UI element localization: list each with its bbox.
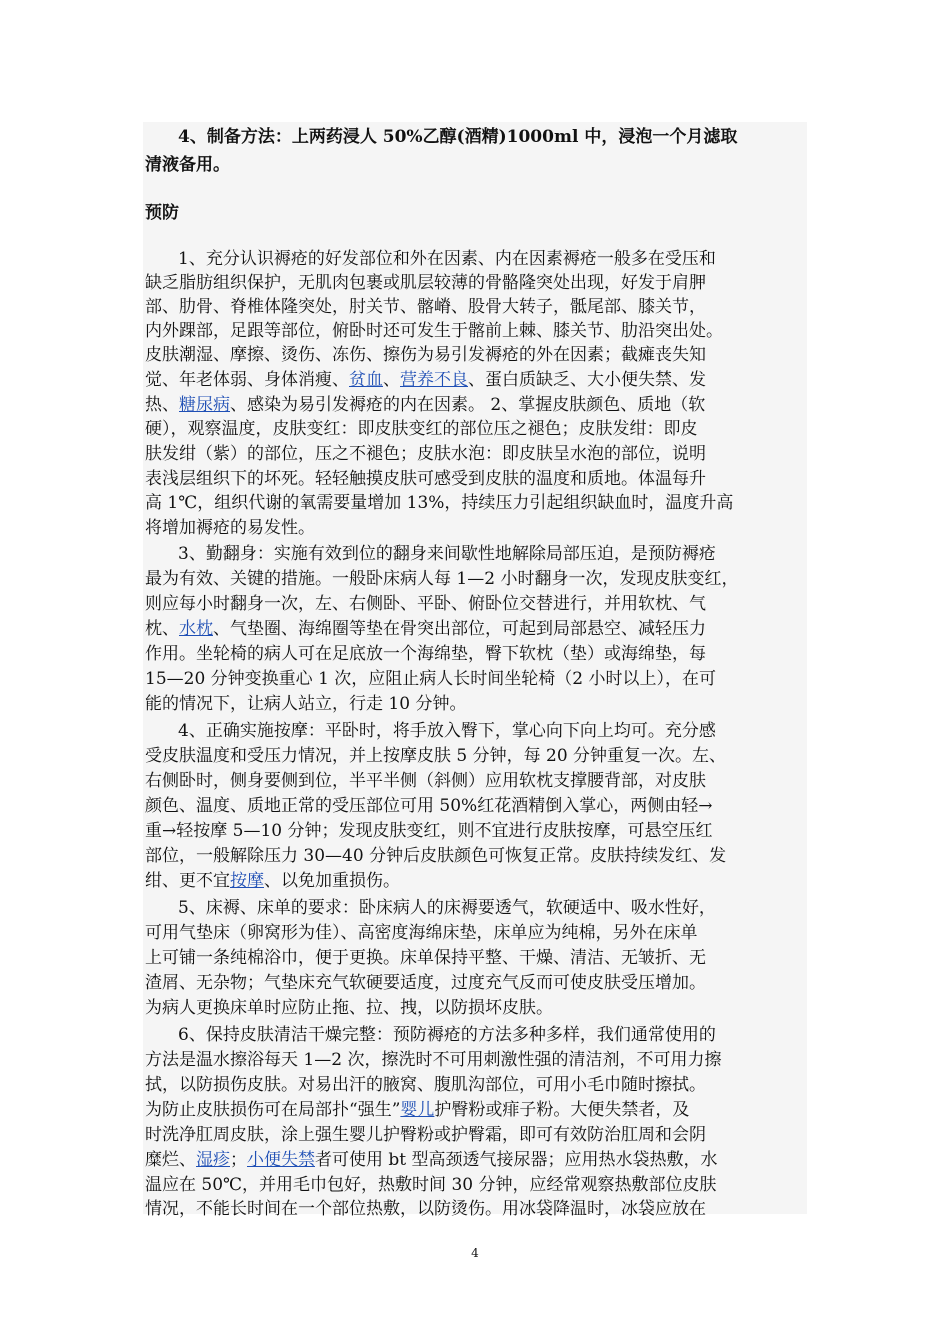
p5-line-2: 可用气垫床（卵窝形为佳）、高密度海绵床垫，床单应为纯棉，另外在床单: [145, 923, 698, 943]
link-water-pillow[interactable]: 水枕: [179, 619, 213, 639]
p1-line-3: 部、肋骨、脊椎体隆突处，肘关节、髂嵴、股骨大转子，骶尾部、膝关节，: [145, 297, 706, 317]
p5-line-4: 渣屑、无杂物；气垫床充气软硬要适度，过度充气反而可使皮肤受压增加。: [145, 973, 706, 993]
link-malnutrition[interactable]: 营养不良: [400, 370, 468, 390]
p1-line-2: 缺乏脂肪组织保护，无肌肉包裹或肌层较薄的骨骼隆突处出现，好发于肩胛: [145, 273, 706, 293]
p4-line-3: 右侧卧时，侧身要侧到位，半平半侧（斜侧）应用软枕支撑腰背部，对皮肤: [145, 771, 706, 791]
p4-line-1: 4、正确实施按摩：平卧时，将手放入臀下，掌心向下向上均可。充分感: [178, 721, 716, 741]
p3-line-4-text-b: 、气垫圈、海绵圈等垫在骨突出部位，可起到局部悬空、减轻压力: [213, 619, 706, 639]
p3-line-3: 则应每小时翻身一次，左、右侧卧、平卧、俯卧位交替进行，并用软枕、气: [145, 594, 706, 614]
p6-line-6-text-c: 者可使用 bt 型高颈透气接尿器；应用热水袋热敷，水: [315, 1150, 718, 1170]
p6-line-4-text-a: 为防止皮肤损伤可在局部扑“强生”: [145, 1100, 401, 1120]
p4-line-4: 颜色、温度、质地正常的受压部位可用 50%红花酒精倒入掌心，两侧由轻→: [145, 796, 713, 816]
p4-line-5: 重→轻按摩 5—10 分钟；发现皮肤变红，则不宜进行皮肤按摩，可悬空压红: [145, 821, 713, 841]
p6-line-4: [145, 1097, 813, 1123]
p1-line-9: 肤发绀（紫）的部位，压之不褪色；皮肤水泡：即皮肤呈水泡的部位，说明: [145, 444, 706, 464]
p1-line-7: [145, 392, 813, 418]
p1-line-1: 1、充分认识褥疮的好发部位和外在因素、内在因素褥疮一般多在受压和: [178, 249, 716, 269]
p3-line-5: 作用。坐轮椅的病人可在足底放一个海绵垫，臀下软枕（垫）或海绵垫，每: [145, 644, 706, 664]
p6-line-8: 情况，不能长时间在一个部位热敷，以防烫伤。用冰袋降温时，冰袋应放在: [145, 1199, 706, 1219]
method-line-2: 清液备用。: [145, 155, 230, 175]
p1-line-8: 硬），观察温度，皮肤变红：即皮肤变红的部位压之褪色；皮肤发绀：即皮: [145, 419, 698, 439]
p3-line-2: 最为有效、关键的措施。一般卧床病人每 1—2 小时翻身一次，发现皮肤变红，: [145, 569, 739, 589]
p6-line-5: 时洗净肛周皮肤，涂上强生婴儿护臀粉或护臀霜，即可有效防治肛周和会阴: [145, 1125, 706, 1145]
p1-line-6-text-c: 、蛋白质缺乏、大小便失禁、发: [468, 370, 706, 390]
p6-line-1: 6、保持皮肤清洁干燥完整：预防褥疮的方法多种多样，我们通常使用的: [178, 1025, 716, 1045]
p3-line-4: [145, 616, 813, 642]
p4-line-7-text-b: 、以免加重损伤。: [264, 871, 400, 891]
method-line-1: 4、制备方法：上两药浸人 50%乙醇(酒精)1000ml 中，浸泡一个月滤取: [178, 127, 738, 147]
link-baby[interactable]: 婴儿: [400, 1100, 435, 1120]
p6-line-7: 温应在 50℃，并用毛巾包好，热敷时间 30 分钟，应经常观察热敷部位皮肤: [145, 1175, 717, 1195]
p1-line-7-text-a: 热、: [145, 395, 179, 415]
link-eczema[interactable]: 湿疹: [196, 1150, 230, 1170]
p1-line-4: 内外踝部，足跟等部位，俯卧时还可发生于髂前上棘、膝关节、肋沿突出处。: [145, 321, 723, 341]
page-number: 4: [471, 1246, 479, 1260]
section-title: 预防: [145, 203, 179, 223]
p3-line-7: 能的情况下，让病人站立，行走 10 分钟。: [145, 694, 467, 714]
p6-line-6-text-b: ；: [230, 1150, 247, 1170]
p5-line-3: 上可铺一条纯棉浴巾，便于更换。床单保持平整、干燥、清洁、无皱折、无: [145, 948, 706, 968]
p6-line-6: [145, 1147, 813, 1173]
p1-line-7-text-b: 、感染为易引发褥疮的内在因素。 2、掌握皮肤颜色、质地（软: [230, 395, 706, 415]
p3-line-6: 15—20 分钟变换重心 1 次，应阻止病人长时间坐轮椅（2 小时以上），在可: [145, 669, 717, 689]
link-urinary-incontinence[interactable]: 小便失禁: [247, 1150, 315, 1170]
p4-line-7: [145, 868, 813, 894]
p5-line-1: 5、床褥、床单的要求：卧床病人的床褥要透气，软硬适中、吸水性好，: [178, 898, 716, 918]
link-diabetes[interactable]: 糖尿病: [179, 395, 230, 415]
p6-line-3: 拭，以防损伤皮肤。对易出汗的腋窝、腹肌沟部位，可用小毛巾随时擦拭。: [145, 1075, 706, 1095]
p6-line-2: 方法是温水擦浴每天 1—2 次，擦洗时不可用刺激性强的清洁剂，不可用力擦: [145, 1050, 722, 1070]
link-anemia[interactable]: 贫血: [349, 370, 383, 390]
p6-line-6-text-a: 糜烂、: [145, 1150, 196, 1170]
link-massage[interactable]: 按摩: [230, 871, 264, 891]
p3-line-1: 3、勤翻身：实施有效到位的翻身来间歇性地解除局部压迫，是预防褥疮: [178, 544, 716, 564]
p1-line-6-text-a: 觉、年老体弱、身体消瘦、: [145, 370, 349, 390]
p4-line-7-text-a: 绀、更不宜: [145, 871, 230, 891]
p4-line-2: 受皮肤温度和受压力情况，并上按摩皮肤 5 分钟，每 20 分钟重复一次。左、: [145, 746, 727, 766]
p3-line-4-text-a: 枕、: [145, 619, 179, 639]
p6-line-4-text-b: 护臀粉或痱子粉。大便失禁者，及: [434, 1100, 690, 1120]
p1-line-5: 皮肤潮湿、摩擦、烫伤、冻伤、擦伤为易引发褥疮的外在因素；截瘫丧失知: [145, 345, 706, 365]
p4-line-6: 部位，一般解除压力 30—40 分钟后皮肤颜色可恢复正常。皮肤持续发红、发: [145, 846, 727, 866]
p1-line-11: 高 1℃，组织代谢的氧需要量增加 13%，持续压力引起组织缺血时，温度升高: [145, 493, 734, 513]
p5-line-5: 为病人更换床单时应防止拖、拉、拽，以防损坏皮肤。: [145, 998, 553, 1018]
p1-line-6: [145, 367, 813, 393]
p1-line-12: 将增加褥疮的易发性。: [145, 518, 315, 538]
p1-line-10: 表浅层组织下的坏死。轻轻触摸皮肤可感受到皮肤的温度和质地。体温每升: [145, 469, 706, 489]
p1-line-6-text-b: 、: [383, 370, 400, 390]
